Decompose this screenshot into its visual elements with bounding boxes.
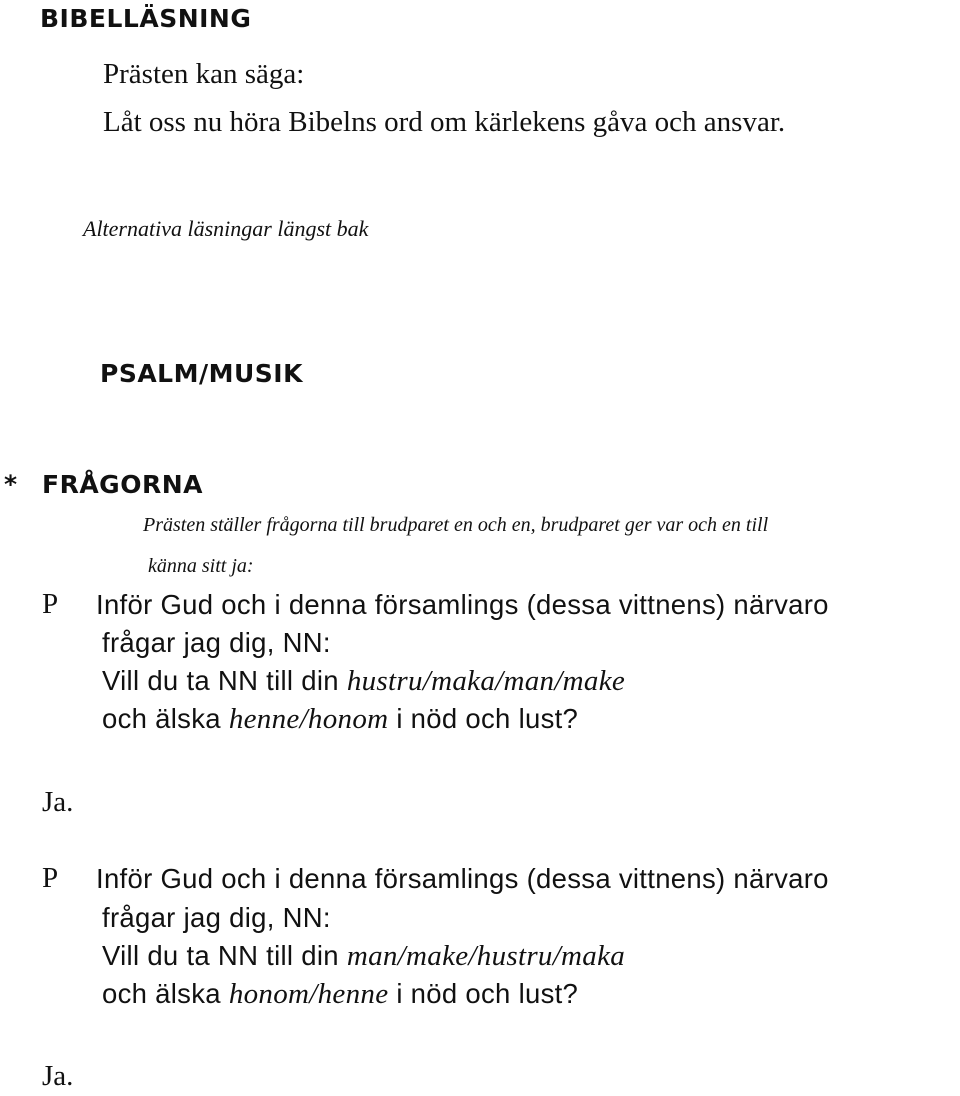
speaker-p-2: P	[42, 862, 59, 894]
q1-line-3-prefix: Vill du ta NN till din	[102, 665, 347, 696]
q1-line-2: frågar jag dig, NN:	[102, 627, 331, 658]
q1-line-4-italic: henne/honom	[228, 703, 389, 735]
q1-line-4	[102, 703, 578, 736]
q2-line-1: Inför Gud och i denna församlings (dessa vittnens) närvaro	[96, 863, 829, 894]
q2-line-3	[102, 940, 625, 973]
fragorna-instruction-2: känna sitt ja:	[148, 555, 254, 577]
q1-line-3-italic: hustru/maka/man/make	[346, 665, 626, 697]
q2-line-4-italic: honom/henne	[228, 978, 389, 1010]
asterisk-marker: *	[4, 470, 18, 499]
heading-bibellasning: BIBELLÄSNING	[40, 4, 252, 33]
heading-fragorna: FRÅGORNA	[42, 470, 203, 499]
heading-psalm-musik: PSALM/MUSIK	[100, 359, 303, 388]
bibellasning-text: Låt oss nu höra Bibelns ord om kärlekens gåva och ansvar.	[103, 106, 786, 138]
bibellasning-note: Alternativa läsningar längst bak	[83, 216, 369, 241]
q2-line-2: frågar jag dig, NN:	[102, 902, 331, 933]
q1-line-4-suffix: i nöd och lust?	[388, 703, 579, 734]
fragorna-instruction-1: Prästen ställer frågorna till brudparet en och en, brudparet ger var och en till	[143, 514, 769, 536]
q1-line-3	[102, 665, 625, 698]
q2-line-3-prefix: Vill du ta NN till din	[102, 940, 347, 971]
q1-line-1: Inför Gud och i denna församlings (dessa vittnens) närvaro	[96, 589, 829, 620]
q2-line-4-prefix: och älska	[102, 978, 229, 1009]
answer-ja-1: Ja.	[42, 786, 74, 818]
q1-line-4-prefix: och älska	[102, 703, 229, 734]
q2-line-4	[102, 978, 578, 1011]
bibellasning-intro: Prästen kan säga:	[103, 58, 305, 90]
answer-ja-2: Ja.	[42, 1060, 74, 1092]
q2-line-4-suffix: i nöd och lust?	[388, 978, 579, 1009]
speaker-p-1: P	[42, 588, 59, 620]
q2-line-3-italic: man/make/hustru/maka	[346, 940, 626, 972]
